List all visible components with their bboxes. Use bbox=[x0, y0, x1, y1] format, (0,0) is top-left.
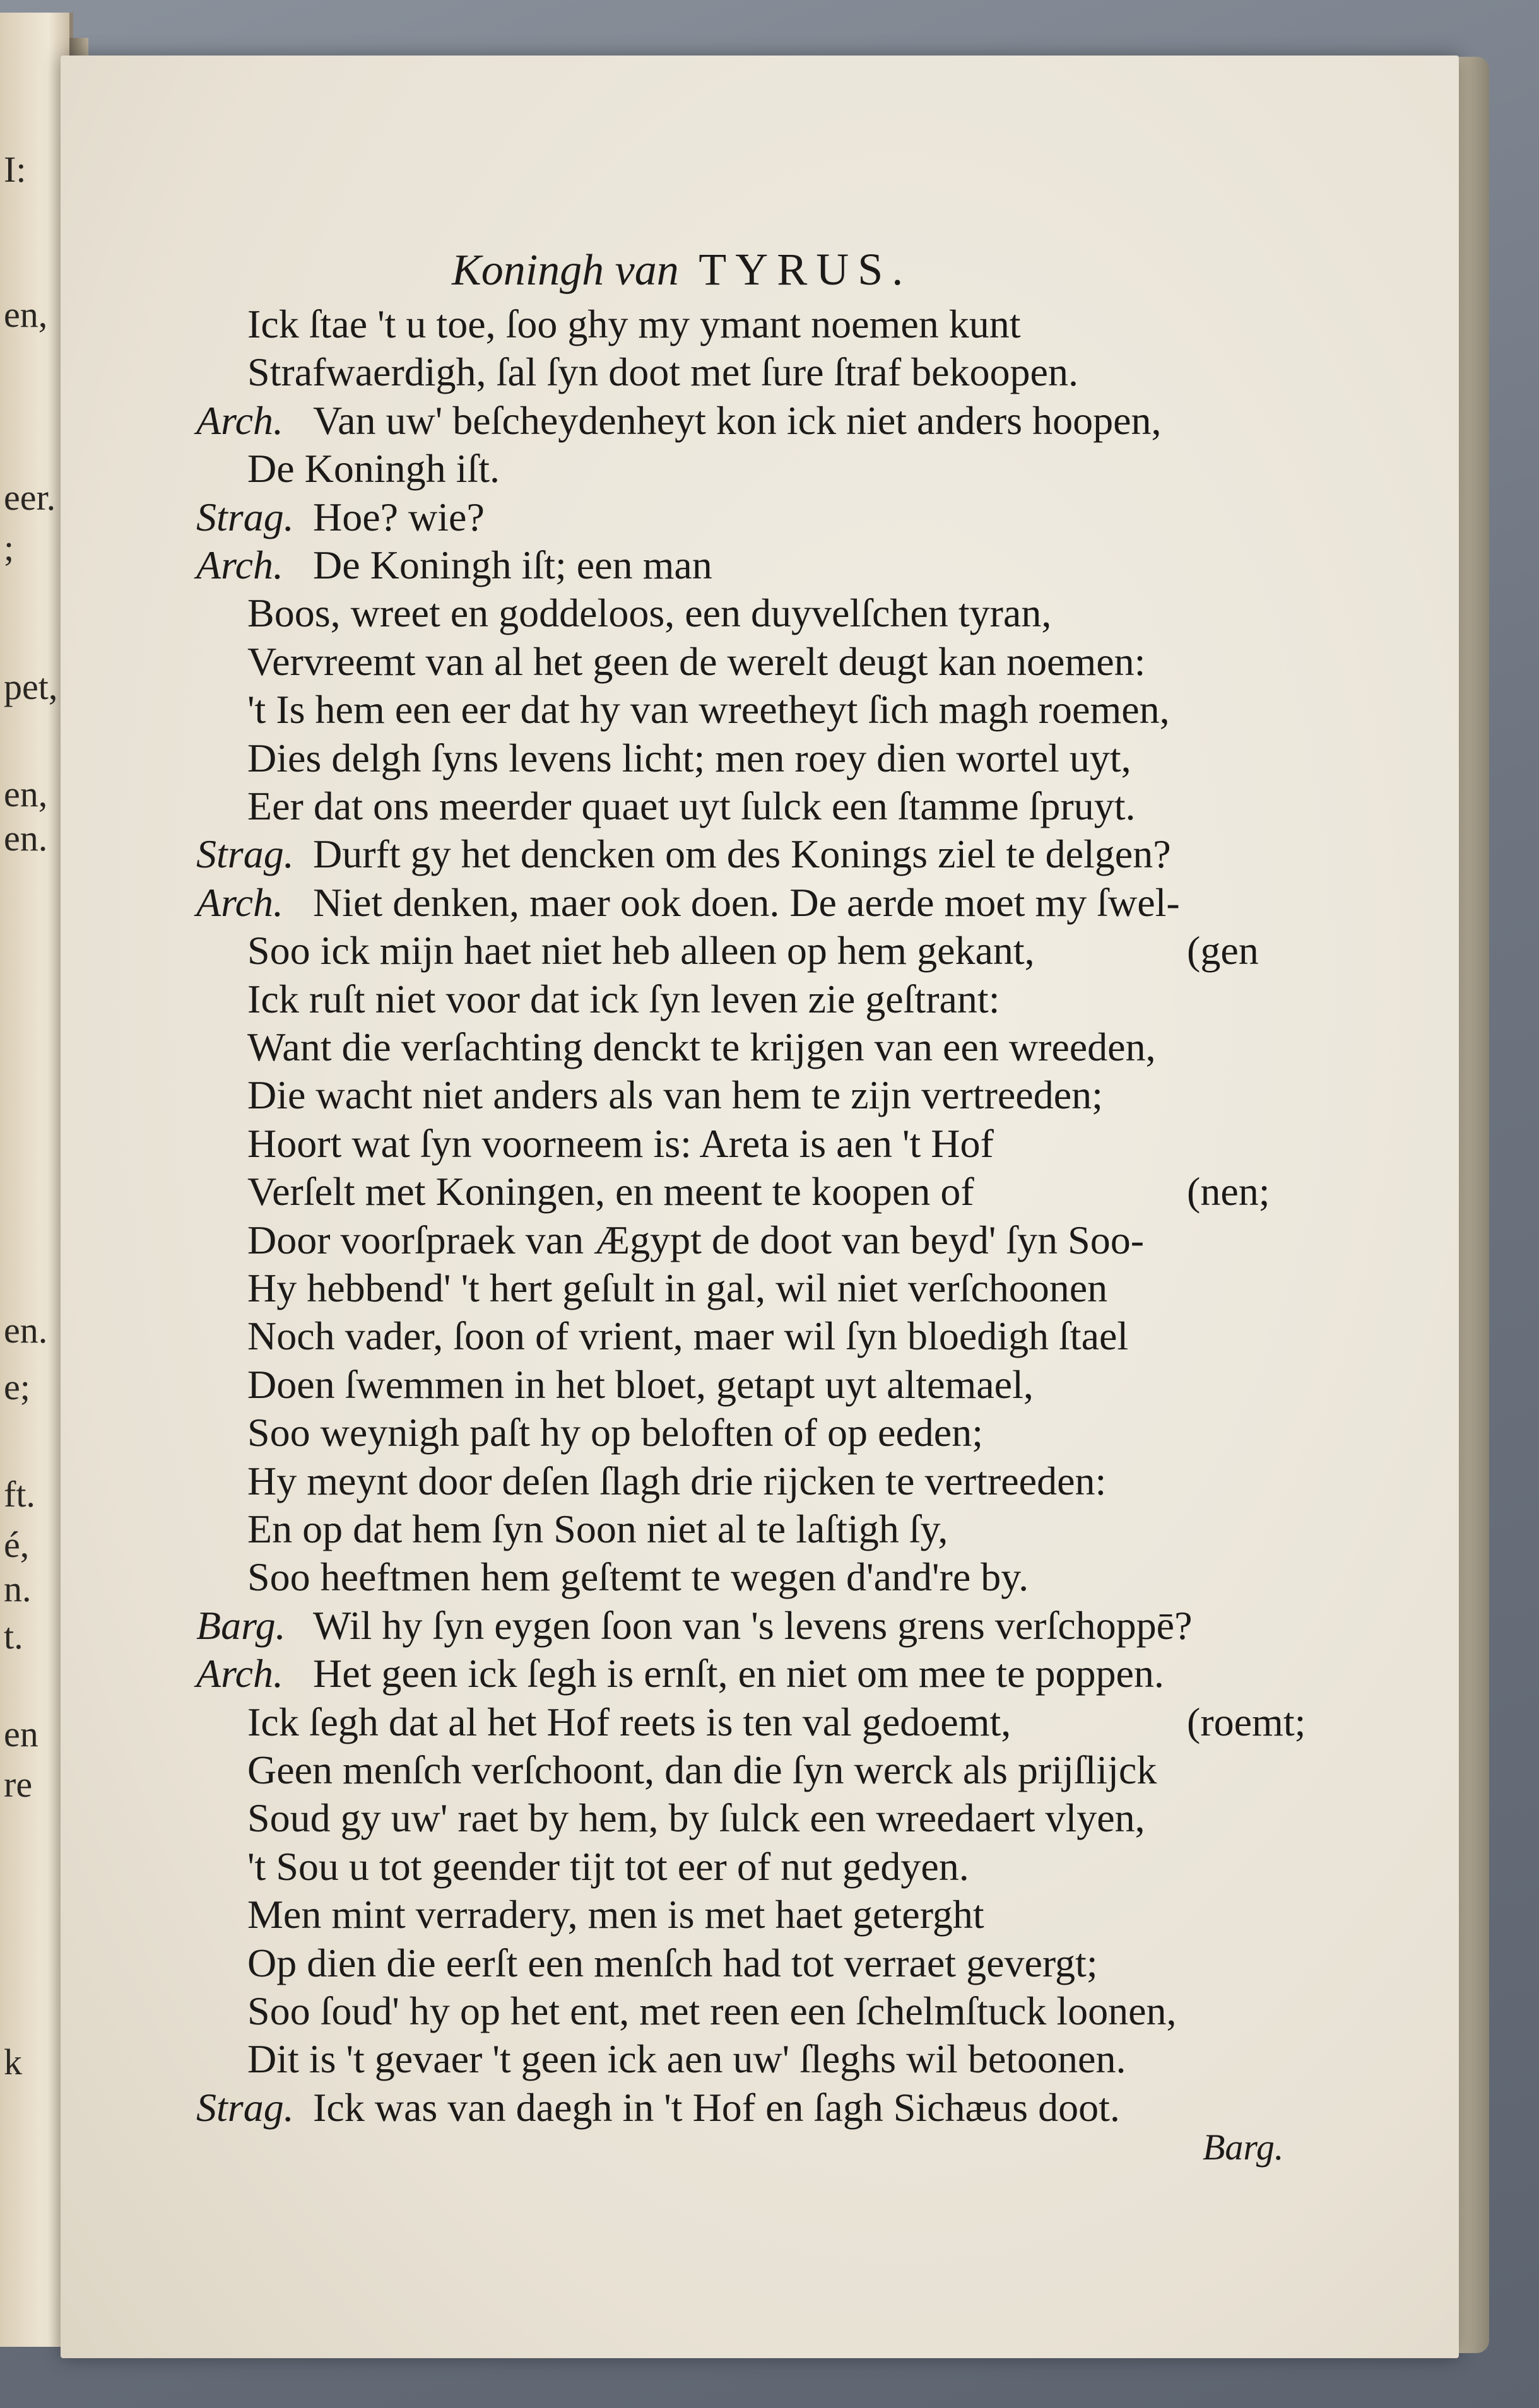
verse-line bbox=[61, 445, 1449, 493]
verse-line bbox=[61, 1505, 1449, 1553]
verse-text: De Koningh iſt; een man bbox=[313, 543, 712, 587]
verse-line bbox=[61, 927, 1449, 975]
verse-text: Soo ſoud' hy op het ent, met reen een ſchelmſtuck loonen, bbox=[247, 1988, 1177, 2033]
verse-text: Geen menſch verſchoont, dan die ſyn werck als prijſlijck bbox=[247, 1747, 1157, 1792]
header-italic: Koningh van bbox=[452, 246, 679, 295]
previous-page-fragment: pet, bbox=[4, 666, 58, 707]
verse-text: Door voorſpraek van Ægypt de doot van beyd' ſyn Soo- bbox=[247, 1217, 1145, 1262]
catchword: Barg. bbox=[1203, 2127, 1284, 2168]
previous-page-fragment: eer. bbox=[4, 477, 56, 518]
previous-page-fragment: ft. bbox=[4, 1474, 35, 1515]
verse-text: Soo heeftmen hem geſtemt te wegen d'and're by. bbox=[247, 1554, 1029, 1600]
verse-text: Die wacht niet anders als van hem te zijn vertreeden; bbox=[247, 1072, 1103, 1118]
previous-page-fragment: é, bbox=[4, 1524, 30, 1565]
verse-line bbox=[61, 2084, 1449, 2132]
verse-text: 't Is hem een eer dat hy van wreetheyt ſich magh roemen, bbox=[247, 687, 1170, 732]
verse-line bbox=[61, 1843, 1449, 1891]
verse-line bbox=[61, 493, 1449, 541]
previous-page-fragment: en, bbox=[4, 773, 48, 814]
verse-text: Ick ruſt niet voor dat ick ſyn leven zie geſtrant: bbox=[247, 976, 1000, 1021]
verse-line bbox=[61, 541, 1449, 589]
verse-line bbox=[61, 1312, 1449, 1360]
previous-page-fragment: en bbox=[4, 1713, 38, 1754]
verse-text: Ick ſegh dat al het Hof reets is ten val gedoemt, bbox=[247, 1699, 1011, 1744]
speaker-label: Strag. bbox=[196, 2084, 294, 2130]
verse-text: Eer dat ons meerder quaet uyt ſulck een ſtamme ſpruyt. bbox=[247, 784, 1136, 828]
verse-line bbox=[61, 1602, 1449, 1650]
verse-line bbox=[61, 1023, 1449, 1071]
verse-text: Hy hebbend' 't hert geſult in gal, wil niet verſchoonen bbox=[247, 1266, 1108, 1310]
running-header bbox=[452, 244, 912, 296]
verse-text: Noch vader, ſoon of vrient, maer wil ſyn bloedigh ſtael bbox=[247, 1313, 1129, 1359]
verse-text: Doen ſwemmen in het bloet, getapt uyt altemael, bbox=[247, 1361, 1034, 1407]
speaker-label: Arch. bbox=[196, 397, 284, 443]
verse-text: En op dat hem ſyn Soon niet al te laſtigh ſy, bbox=[247, 1506, 948, 1551]
speaker-label: Arch. bbox=[196, 1651, 284, 1696]
verse-text: Verſelt met Koningen, en meent te koopen of bbox=[247, 1169, 974, 1214]
previous-page-fragment: e; bbox=[4, 1366, 30, 1407]
verse-line bbox=[61, 1746, 1449, 1794]
previous-page-fragment: ; bbox=[4, 527, 15, 568]
turnover-fragment: (roemt; bbox=[1187, 1699, 1306, 1744]
speaker-label: Strag. bbox=[196, 494, 294, 539]
verse-line bbox=[61, 975, 1449, 1023]
verse-line bbox=[61, 1987, 1449, 2035]
verse-text: Strafwaerdigh, ſal ſyn doot met ſure ſtraf bekoopen. bbox=[247, 349, 1078, 395]
verse-line bbox=[61, 1794, 1449, 1842]
verse-line bbox=[61, 782, 1449, 830]
previous-page-fragment: n. bbox=[4, 1568, 32, 1609]
speaker-label: Barg. bbox=[196, 1602, 286, 1648]
verse-line bbox=[61, 300, 1449, 348]
verse-line bbox=[61, 830, 1449, 878]
verse-line bbox=[61, 1698, 1449, 1746]
verse-line bbox=[61, 397, 1449, 445]
verse-text: Soo ick mijn haet niet heb alleen op hem gekant, bbox=[247, 928, 1035, 973]
verse-line bbox=[61, 1650, 1449, 1698]
verse-text: Hoe? wie? bbox=[313, 494, 485, 539]
verse-line bbox=[61, 734, 1449, 782]
verse-text: Dit is 't gevaer 't geen ick aen uw' ſleghs wil betoonen. bbox=[247, 2036, 1126, 2082]
verse-line bbox=[61, 1071, 1449, 1119]
verse-text: 't Sou u tot geender tijt tot eer of nut gedyen. bbox=[247, 1843, 969, 1889]
header-title: TYRUS. bbox=[699, 244, 912, 295]
verse-text: Vervreemt van al het geen de werelt deugt kan noemen: bbox=[247, 638, 1146, 684]
verse-text: Dies delgh ſyns levens licht; men roey dien wortel uyt, bbox=[247, 735, 1131, 780]
verse-text: Wil hy ſyn eygen ſoon van 's levens grens verſchoppē? bbox=[313, 1602, 1193, 1648]
previous-page-fragment: en. bbox=[4, 818, 48, 859]
verse-text: Het geen ick ſegh is ernſt, en niet om mee te poppen. bbox=[313, 1651, 1164, 1696]
verse-text: Men mint verradery, men is met haet geterght bbox=[247, 1892, 984, 1937]
verse-line bbox=[61, 2035, 1449, 2083]
verse-line bbox=[61, 1361, 1449, 1409]
verse-text: Soud gy uw' raet by hem, by ſulck een wreedaert vlyen, bbox=[247, 1795, 1145, 1841]
turnover-fragment: (nen; bbox=[1187, 1169, 1270, 1214]
verse-text: Hy meynt door deſen ſlagh drie rijcken te vertreeden: bbox=[247, 1458, 1107, 1503]
verse-line bbox=[61, 348, 1449, 396]
verse-text: Ick was van daegh in 't Hof en ſagh Sichæus doot. bbox=[313, 2084, 1120, 2130]
verse-line bbox=[61, 1553, 1449, 1601]
verse-text: De Koningh iſt. bbox=[247, 446, 500, 491]
previous-page-fragment: en, bbox=[4, 294, 48, 335]
verse-line bbox=[61, 1939, 1449, 1987]
previous-page-fragment: t. bbox=[4, 1616, 23, 1657]
verse-line bbox=[61, 1891, 1449, 1939]
previous-page-fragment: re bbox=[4, 1764, 33, 1805]
verse-line bbox=[61, 686, 1449, 734]
verse-line bbox=[61, 1216, 1449, 1264]
previous-page-fragment: en. bbox=[4, 1310, 48, 1351]
verse-line bbox=[61, 1457, 1449, 1505]
verse-line bbox=[61, 1409, 1449, 1457]
verse-line bbox=[61, 1120, 1449, 1168]
verse-text: Hoort wat ſyn voorneem is: Areta is aen 't Hof bbox=[247, 1120, 994, 1166]
verse-text: Van uw' beſcheydenheyt kon ick niet anders hoopen, bbox=[313, 397, 1162, 443]
verse-line bbox=[61, 638, 1449, 686]
previous-page-fragment: k bbox=[4, 2041, 22, 2082]
verse-text: Boos, wreet en goddeloos, een duyvelſchen tyran, bbox=[247, 590, 1052, 636]
verse-line bbox=[61, 1264, 1449, 1312]
verse-text: Ick ſtae 't u toe, ſoo ghy my ymant noemen kunt bbox=[247, 302, 1021, 346]
speaker-label: Arch. bbox=[196, 879, 284, 925]
book-page bbox=[61, 56, 1459, 2358]
verse-text: Op dien die eerſt een menſch had tot verraet gevergt; bbox=[247, 1940, 1098, 1985]
speaker-label: Strag. bbox=[196, 831, 294, 877]
verse-text: Durft gy het dencken om des Konings ziel te delgen? bbox=[313, 831, 1171, 877]
verse-text: Soo weynigh paſt hy op beloften of op eeden; bbox=[247, 1410, 983, 1455]
verse-line bbox=[61, 1168, 1449, 1216]
speaker-label: Arch. bbox=[196, 543, 284, 587]
turnover-fragment: (gen bbox=[1187, 928, 1259, 973]
verse-line bbox=[61, 589, 1449, 637]
previous-page-fragment: I: bbox=[4, 149, 27, 190]
verse-text: Niet denken, maer ook doen. De aerde moet my ſwel- bbox=[313, 879, 1180, 925]
verse-line bbox=[61, 879, 1449, 927]
verse-text: Want die verſachting denckt te krijgen van een wreeden, bbox=[247, 1025, 1156, 1069]
